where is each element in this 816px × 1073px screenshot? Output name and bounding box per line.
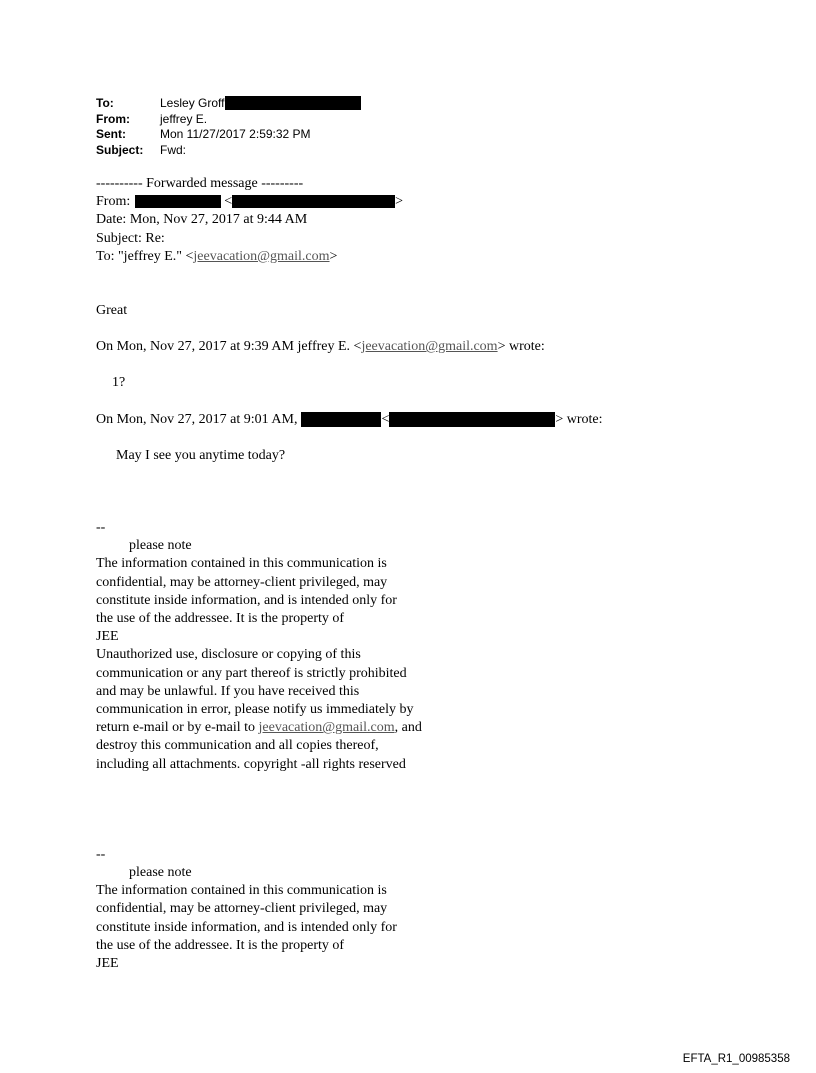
subject-label: Subject: (96, 142, 144, 157)
disclaimer-line: confidential, may be attorney-client privileged, may (96, 901, 388, 917)
from-row (96, 112, 361, 128)
disclaimer-line: The information contained in this communication is (96, 556, 387, 572)
quote1-body: 1? (112, 375, 126, 391)
quote2-suffix: > wrote: (555, 411, 603, 427)
email-link[interactable]: jeevacation@gmail.com (258, 720, 395, 736)
disclaimer-line: the use of the addressee. It is the property of (96, 611, 345, 627)
subject-value: Fwd: (160, 142, 187, 157)
redaction (301, 412, 381, 427)
disclaimer-line: The information contained in this communication is (96, 883, 387, 899)
subject-row (96, 143, 361, 159)
disclaimer-line: JEE (96, 956, 119, 972)
lt-sign: < (224, 194, 233, 210)
disclaimer-line: and may be unlawful. If you have received this (96, 683, 360, 699)
disclaimer-line: constitute inside information, and is intended only for (96, 592, 397, 608)
disclaimer-line: Unauthorized use, disclosure or copying of this (96, 647, 361, 663)
disclaimer-line: JEE (96, 629, 119, 645)
forward-to-line (96, 248, 603, 266)
signature-dashes: -- (96, 846, 106, 862)
email-link[interactable]: jeevacation@gmail.com (361, 339, 498, 355)
redaction (225, 96, 361, 110)
email-header (96, 96, 361, 158)
document-id: EFTA_R1_00985358 (682, 1053, 790, 1065)
disclaimer-line: confidential, may be attorney-client privileged, may (96, 574, 388, 590)
redaction (135, 195, 221, 208)
redaction (232, 195, 395, 208)
sent-value: Mon 11/27/2017 2:59:32 PM (160, 127, 311, 141)
from-label: From: (96, 111, 130, 126)
sent-label: Sent: (96, 127, 126, 141)
disclaimer-line: communication in error, please notify us immediately by (96, 702, 414, 718)
disclaimer-note: please note (129, 865, 192, 881)
from-value: jeffrey E. (160, 111, 208, 126)
disclaimer-line: destroy this communication and all copies thereof, (96, 738, 379, 754)
quote1-prefix: On Mon, Nov 27, 2017 at 9:39 AM jeffrey E. < (96, 339, 362, 355)
to-value: Lesley Groff (160, 96, 225, 110)
signature-dashes: -- (96, 520, 106, 536)
to-row (96, 96, 361, 112)
forward-subject-line: Subject: Re: (96, 230, 165, 246)
quote2-header (96, 411, 603, 429)
disclaimer-return-line (96, 719, 603, 737)
to-label: To: (96, 96, 114, 110)
disclaimer-line: including all attachments. copyright -all rights reserved (96, 756, 406, 772)
forward-separator: ---------- Forwarded message --------- (96, 176, 304, 191)
return-suffix: , and (394, 720, 422, 736)
forward-to-prefix: To: "jeffrey E." < (96, 248, 194, 264)
disclaimer-line: the use of the addressee. It is the property of (96, 937, 345, 953)
gt-sign: > (395, 194, 404, 210)
quote2-prefix: On Mon, Nov 27, 2017 at 9:01 AM, (96, 411, 298, 427)
disclaimer-line: communication or any part thereof is strictly prohibited (96, 665, 407, 681)
forward-from-prefix: From: (96, 194, 131, 210)
quote2-body: May I see you anytime today? (116, 447, 286, 463)
forward-date-line: Date: Mon, Nov 27, 2017 at 9:44 AM (96, 212, 308, 228)
reply-text: Great (96, 303, 128, 319)
sent-row (96, 127, 361, 143)
quote1-header (96, 338, 603, 356)
disclaimer-line: constitute inside information, and is intended only for (96, 919, 397, 935)
lt-sign: < (381, 411, 390, 427)
email-link[interactable]: jeevacation@gmail.com (193, 248, 330, 264)
return-prefix: return e-mail or by e-mail to (96, 720, 259, 736)
disclaimer-note: please note (129, 538, 192, 554)
forward-to-suffix: > (329, 248, 338, 264)
redaction (389, 412, 555, 427)
email-body (96, 175, 603, 973)
forward-from-line (96, 193, 603, 211)
quote1-suffix: > wrote: (497, 339, 545, 355)
